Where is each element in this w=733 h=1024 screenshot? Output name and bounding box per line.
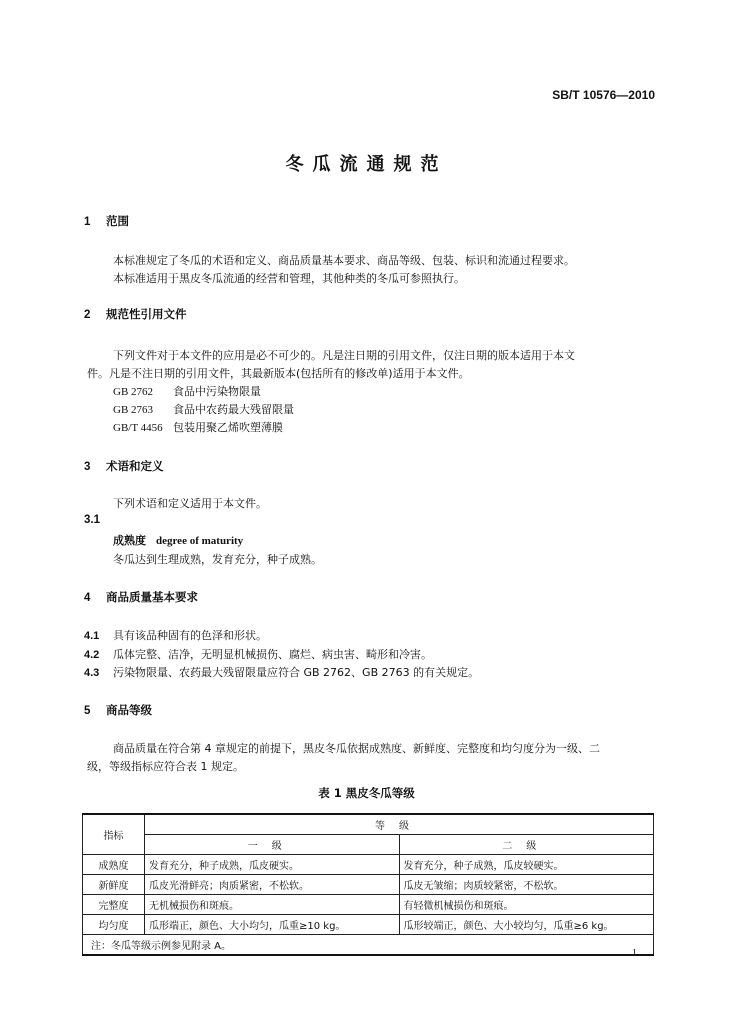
- header-grade-1: 一级: [145, 835, 400, 855]
- clause-number: 4.3: [84, 667, 100, 679]
- scope-paragraph-2: 本标准适用于黑皮冬瓜流通的经营和管理，其他种类的冬瓜可参照执行。: [113, 272, 465, 285]
- section-title: 商品等级: [106, 703, 152, 717]
- grade-table: [82, 813, 654, 956]
- reference-title: 食品中污染物限量: [173, 385, 261, 398]
- scope-paragraph-1: 本标准规定了冬瓜的术语和定义、商品质量基本要求、商品等级、包装、标识和流通过程要求。: [113, 254, 575, 267]
- clause-text: 瓜体完整、洁净，无明显机械损伤、腐烂、病虫害、畸形和冷害。: [113, 648, 432, 661]
- clause-text: 污染物限量、农药最大残留限量应符合 GB 2762、GB 2763 的有关规定。: [113, 666, 480, 679]
- table-row: [83, 855, 654, 875]
- section-title: 商品质量基本要求: [106, 590, 198, 604]
- section-3-heading: [84, 458, 164, 474]
- section-title: 范围: [106, 214, 129, 228]
- section-4-heading: [84, 589, 198, 605]
- header-grade: 等级: [145, 814, 654, 835]
- clause-number: 4.2: [84, 649, 100, 661]
- table-row: [83, 895, 654, 915]
- indicator-cell: 完整度: [83, 895, 145, 915]
- normative-intro-line-2: 件。凡是不注日期的引用文件，其最新版本(包括所有的修改单)适用于本文件。: [87, 367, 470, 380]
- term-number: 3.1: [84, 514, 100, 526]
- section-title: 规范性引用文件: [106, 307, 187, 321]
- grade-2-cell: 有轻微机械损伤和斑痕。: [399, 895, 654, 915]
- table-note: 注：冬瓜等级示例参见附录 A。: [83, 935, 654, 956]
- term-definition: 冬瓜达到生理成熟，发育充分，种子成熟。: [113, 553, 322, 566]
- section-number: 5: [84, 705, 91, 717]
- table-caption: 表 1 黑皮冬瓜等级: [318, 786, 415, 800]
- term-english: degree of maturity: [156, 535, 244, 547]
- grade-2-cell: 瓜形较端正，颜色、大小较均匀，瓜重≥6 kg。: [399, 915, 654, 935]
- section-5-heading: [84, 702, 152, 718]
- indicator-cell: 均匀度: [83, 915, 145, 935]
- grade-1-cell: 瓜皮光滑鲜亮；肉质紧密，不松软。: [145, 875, 400, 895]
- grading-paragraph-line-1: 商品质量在符合第 4 章规定的前提下，黑皮冬瓜依据成熟度、新鲜度、完整度和均匀度分为一级、二: [113, 742, 600, 755]
- header-indicator: 指标: [83, 814, 145, 855]
- grade-1-cell: 发育充分，种子成熟，瓜皮硬实。: [145, 855, 400, 875]
- terms-intro: 下列术语和定义适用于本文件。: [113, 497, 267, 510]
- clause-item: [84, 646, 432, 662]
- reference-item: [113, 401, 294, 417]
- normative-intro-line-1: 下列文件对于本文件的应用是必不可少的。凡是注日期的引用文件，仅注日期的版本适用于本文: [113, 349, 575, 362]
- indicator-cell: 新鲜度: [83, 875, 145, 895]
- grade-2-cell: 发育充分，种子成熟，瓜皮较硬实。: [399, 855, 654, 875]
- clause-item: [84, 627, 267, 643]
- section-number: 3: [84, 461, 91, 473]
- page-number: 1: [632, 948, 637, 959]
- table-row: [83, 915, 654, 935]
- reference-code: GB 2763: [113, 404, 154, 416]
- table-row: [83, 875, 654, 895]
- reference-title: 食品中农药最大残留限量: [173, 403, 294, 416]
- section-number: 4: [84, 592, 91, 604]
- reference-item: [113, 419, 283, 435]
- header-grade-2: 二级: [399, 835, 654, 855]
- reference-code: GB/T 4456: [113, 422, 163, 434]
- clause-number: 4.1: [84, 630, 100, 642]
- reference-item: [113, 383, 261, 399]
- section-number: 2: [84, 309, 91, 321]
- clause-text: 具有该品种固有的色泽和形状。: [113, 629, 267, 642]
- section-1-heading: [84, 213, 129, 229]
- term-chinese: 成熟度: [113, 534, 146, 547]
- section-title: 术语和定义: [106, 459, 164, 473]
- term-entry: [113, 532, 243, 548]
- indicator-cell: 成熟度: [83, 855, 145, 875]
- document-title: 冬瓜流通规范: [285, 154, 448, 175]
- section-number: 1: [84, 216, 91, 228]
- reference-code: GB 2762: [113, 386, 154, 398]
- grading-paragraph-line-2: 级，等级指标应符合表 1 规定。: [87, 760, 244, 773]
- reference-title: 包装用聚乙烯吹塑薄膜: [173, 421, 283, 434]
- section-2-heading: [84, 306, 187, 322]
- grade-2-cell: 瓜皮无皱缩；肉质较紧密，不松软。: [399, 875, 654, 895]
- clause-item: [84, 664, 479, 680]
- grade-1-cell: 瓜形端正，颜色、大小均匀，瓜重≥10 kg。: [145, 915, 400, 935]
- grade-1-cell: 无机械损伤和斑痕。: [145, 895, 400, 915]
- standard-number: SB/T 10576—2010: [552, 88, 655, 102]
